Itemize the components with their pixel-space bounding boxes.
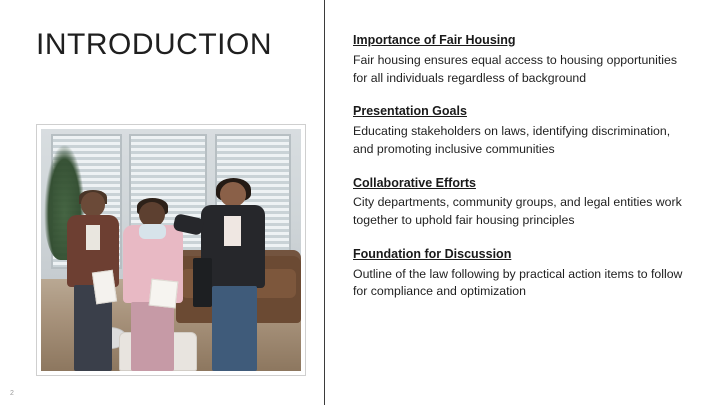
- three-people-conversation-photo: [41, 129, 301, 371]
- photo-frame: [36, 124, 306, 376]
- photo-person-left-head: [81, 192, 106, 217]
- page-title: INTRODUCTION: [36, 28, 272, 61]
- section-heading: Presentation Goals: [353, 104, 467, 119]
- content-block: [353, 246, 692, 301]
- section-body: Educating stakeholders on laws, identifying discrimination, and promoting inclusive communities: [353, 124, 671, 156]
- section-body: City departments, community groups, and legal entities work together to uphold fair housing principles: [353, 195, 682, 228]
- section-heading: Foundation for Discussion: [353, 246, 512, 261]
- content-block: [353, 103, 692, 158]
- section-body: Outline of the law following by practical action items to follow for compliance and optimization: [353, 266, 683, 299]
- photo-person-center-legs: [131, 302, 174, 371]
- left-column: [0, 0, 324, 405]
- page-number: 2: [10, 390, 14, 397]
- photo-person-right-legs: [212, 286, 257, 371]
- content-block: [353, 175, 692, 230]
- content-block: [353, 32, 692, 87]
- photo-person-right: [197, 182, 270, 371]
- photo-person-center-scarf: [139, 224, 166, 239]
- photo-person-center-paper: [149, 278, 179, 308]
- photo-person-left-shirt: [86, 225, 101, 249]
- photo-person-right-folder: [193, 258, 212, 307]
- photo-person-right-head: [220, 182, 246, 207]
- section-body: Fair housing ensures equal access to housing opportunities for all individuals regardless of background: [353, 52, 678, 85]
- content-column: [325, 0, 720, 405]
- photo-person-right-shirt: [224, 216, 241, 246]
- photo-person-left: [62, 192, 124, 371]
- section-heading: Collaborative Efforts: [353, 175, 476, 190]
- section-heading: Importance of Fair Housing: [353, 33, 516, 47]
